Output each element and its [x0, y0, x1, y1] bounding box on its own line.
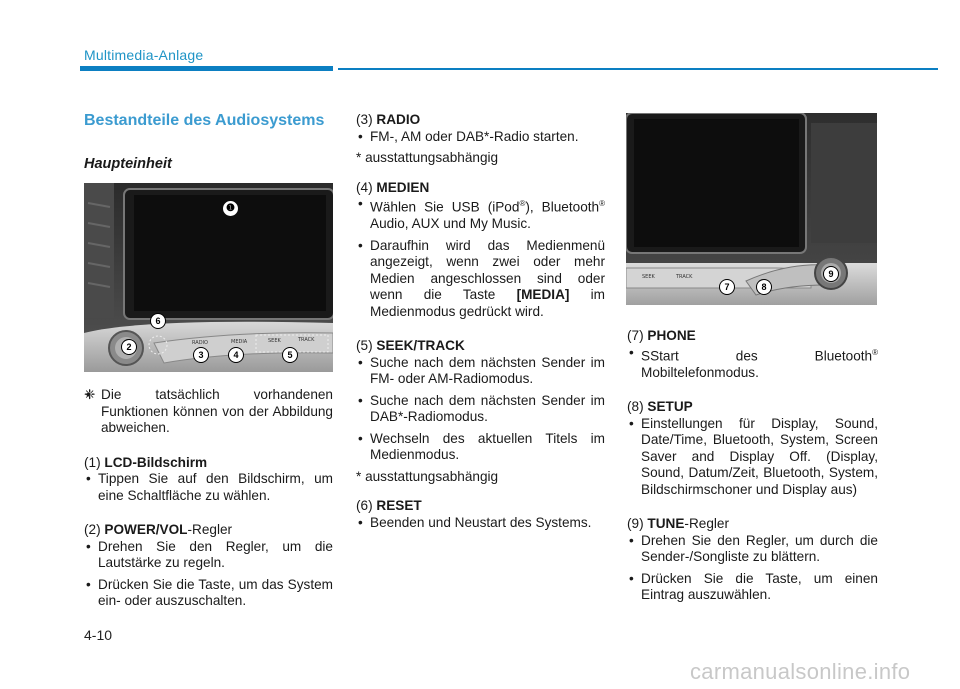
watermark: carmanualsonline.info — [690, 659, 911, 684]
bullet-setup-1: • Einstellungen für Display, Sound, Date/Time, Bluetooth, System, Screen Saver and Display Off. (Display, Sound, Datum/Zeit, Bluetooth, System, Bildschirmschoner und Display aus) — [627, 416, 878, 499]
heading-setup: (8) SETUP — [627, 399, 693, 415]
callout-9: 9 — [823, 266, 839, 282]
section-title: Bestandteile des Audiosystems — [84, 112, 325, 129]
bullet-phone-1: • SStart des Bluetooth® Mobiltelefonmodus. — [627, 345, 878, 382]
heading-lcd: (1) LCD-Bildschirm — [84, 454, 208, 470]
callout-1: ❶ — [223, 201, 238, 216]
column-2 — [356, 112, 605, 536]
footnote-seek: * ausstattungsabhängig — [356, 468, 499, 484]
bullet-tune-1: • Drehen Sie den Regler, um durch die Sender-/Songliste zu blättern. — [627, 533, 878, 566]
media-button-label: MEDIA — [231, 339, 248, 345]
bullet-seek-2: • Suche nach dem nächsten Sender im DAB*-Radiomodus. — [356, 393, 605, 426]
bullet-seek-1: • Suche nach dem nächsten Sender im FM- oder AM-Radiomodus. — [356, 355, 605, 388]
bullet-tune-2: • Drücken Sie die Taste, um einen Eintrag auszuwählen. — [627, 571, 878, 604]
callout-7: 7 — [719, 279, 735, 295]
header-rule — [338, 68, 938, 70]
column-3 — [627, 328, 878, 609]
callout-6: 6 — [150, 313, 166, 329]
callout-4: 4 — [228, 347, 244, 363]
bullet-power-1: • Drehen Sie den Regler, um die Lautstärke zu regeln. — [84, 539, 333, 572]
radio-button-label: RADIO — [192, 340, 208, 346]
media-key-label: [MEDIA] — [516, 287, 570, 303]
callout-2: 2 — [121, 339, 137, 355]
seek-button-label-detail: SEEK — [642, 274, 655, 280]
heading-tune: (9) TUNE-Regler — [627, 516, 729, 532]
footnote-radio: * ausstattungsabhängig — [356, 150, 499, 165]
page-number: 4-10 — [84, 627, 113, 643]
bullet-lcd-1: • Tippen Sie auf den Bildschirm, um eine Schaltfläche zu wählen. — [84, 471, 333, 504]
bullet-reset-1: • Beenden und Neustart des Systems. — [356, 515, 605, 532]
heading-power-vol: (2) POWER/VOL-Regler — [84, 522, 233, 537]
head-unit-photo — [84, 183, 333, 372]
bullet-radio-1: • FM-, AM oder DAB*-Radio starten. — [356, 129, 605, 146]
heading-media: (4) MEDIEN — [356, 179, 430, 195]
bullet-media-2: • Daraufhin wird das Medienmenü angezeigt, wenn zwei oder mehr Medien angeschlossen sind oder wenn die Taste [MEDIA] im Medienmodus gedrückt wird. — [356, 238, 605, 321]
heading-seek-track: (5) SEEK/TRACK — [356, 338, 465, 354]
heading-radio: (3) RADIO — [356, 112, 421, 127]
track-button-label: TRACK — [298, 337, 315, 343]
subsection-title: Haupteinheit — [84, 156, 172, 172]
track-button-label-detail: TRACK — [676, 274, 693, 280]
bullet-media-1: • Wählen Sie USB (iPod®), Bluetooth® Audio, AUX und My Music. — [356, 196, 605, 233]
note-disclaimer: • ❈ Die tatsächlich vorhandenen Funktionen können von der Abbildung abweichen. — [84, 387, 333, 437]
header-bar-accent — [80, 66, 333, 71]
control-panel-illustration — [626, 113, 877, 305]
callout-8: 8 — [756, 279, 772, 295]
bullet-seek-3: • Wechseln des aktuellen Titels im Medienmodus. — [356, 431, 605, 464]
column-1 — [84, 387, 333, 615]
callout-3: 3 — [193, 347, 209, 363]
seek-button-label: SEEK — [268, 338, 281, 344]
bullet-power-2: • Drücken Sie die Taste, um das System ein- oder auszuschalten. — [84, 577, 333, 610]
chapter-title: Multimedia-Anlage — [84, 47, 204, 63]
callout-5: 5 — [282, 347, 298, 363]
heading-reset: (6) RESET — [356, 498, 422, 514]
control-panel-photo — [626, 113, 877, 305]
heading-phone: (7) PHONE — [627, 328, 696, 343]
note-symbol: • ❈ — [84, 387, 96, 402]
